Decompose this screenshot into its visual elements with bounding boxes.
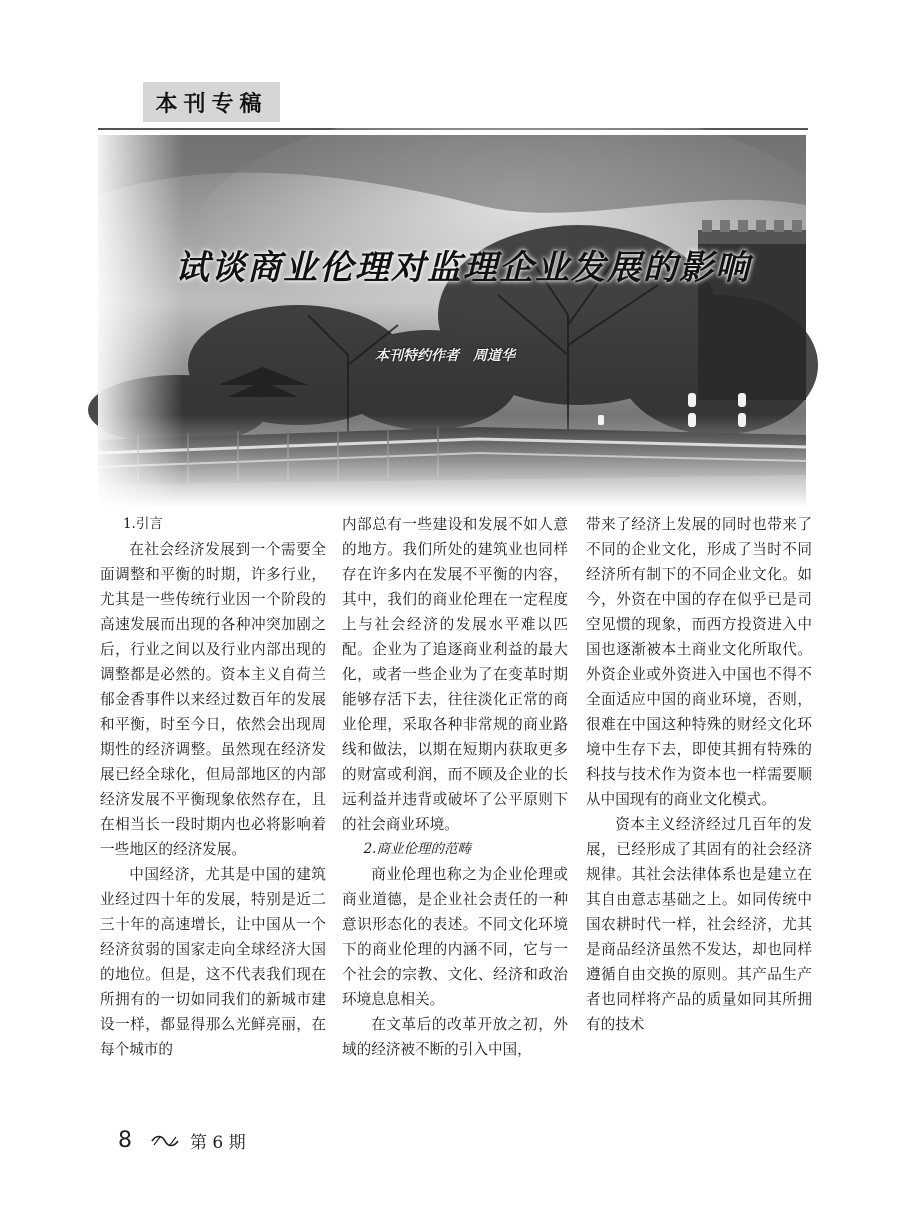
banner-image [98, 135, 806, 507]
text-column-1 [100, 512, 326, 1058]
issue-number: 第 6 期 [190, 1133, 246, 1153]
page-number: 8 [118, 1128, 132, 1153]
byline-author: 周道华 [473, 348, 515, 364]
paragraph: 资本主义经济经过几百年的发展，已经形成了其固有的社会经济规律。其社会法律体系也是建立在其自由意志基础之上。如同传统中国农耕时代一样，社会经济，尤其是商品经济虽然不发达，却也同样遵循自由交换的原则。其产品生产者也同样将产品的质量如同其所拥有的技术 [586, 816, 812, 1033]
text-column-3 [586, 512, 812, 1033]
paragraph: 商业伦理也称之为企业伦理或商业道德，是企业社会责任的一种意识形态化的表述。不同文化环境下的商业伦理的内涵不同，它与一个社会的宗教、文化、经济和政治环境息息相关。 [342, 866, 568, 1008]
paragraph: 在文革后的改革开放之初，外域的经济被不断的引入中国， [342, 1016, 568, 1058]
paragraph: 内部总有一些建设和发展不如人意的地方。我们所处的建筑业也同样存在许多内在发展不平衡的内容，其中，我们的商业伦理在一定程度上与社会经济的发展水平难以匹配。企业为了追逐商业利益的最大化，或者一些企业为了在变革时期能够存活下去，往往淡化正常的商业伦理，采取各种非常规的商业路线和做法，以期在短期内获取更多的财富或利润，而不顾及企业的长远利益并违背或破坏了公平原则下的社会商业环境。 [342, 516, 568, 833]
section-heading: 1.引言 [122, 516, 163, 532]
article-title: 试谈商业伦理对监理企业发展的影响 [175, 248, 751, 288]
ornament-icon [150, 1133, 180, 1149]
byline-role: 本刊特约作者 [375, 348, 459, 364]
paragraph: 中国经济，尤其是中国的建筑业经过四十年的发展，特别是近二三十年的高速增长，让中国从一个经济贫弱的国家走向全球经济大国的地位。但是，这不代表我们现在所拥有的一切如同我们的新城市建设一样，都显得那么光鲜亮丽，在每个城市的 [100, 866, 326, 1058]
byline [375, 345, 515, 365]
banner-photo [98, 135, 806, 507]
section-heading: 2.商业伦理的范畴 [363, 841, 471, 857]
text-column-2 [342, 512, 568, 1058]
paragraph: 带来了经济上发展的同时也带来了不同的企业文化，形成了当时不同经济所有制下的不同企业文化。如今，外资在中国的存在似乎已是司空见惯的现象，而西方投资进入中国也逐渐被本土商业文化所取代。外资企业或外资进入中国也不得不全面适应中国的商业环境，否则，很难在中国这种特殊的财经文化环境中生存下去，即使其拥有特殊的科技与技术作为资本也一样需要顺从中国现有的商业文化模式。 [586, 516, 812, 808]
page-footer [118, 1128, 246, 1153]
section-label: 本刊专稿 [143, 82, 280, 122]
paragraph: 在社会经济发展到一个需要全面调整和平衡的时期，许多行业，尤其是一些传统行业因一个阶段的高速发展而出现的各种冲突加剧之后，行业之间以及行业内部出现的调整都是必然的。资本主义自荷兰郁金香事件以来经过数百年的发展和平衡，时至今日，依然会出现周期性的经济调整。虽然现在经济发展已经全球化，但局部地区的内部经济发展不平衡现象依然存在，且在相当长一段时期内也必将影响着一些地区的经济发展。 [100, 541, 326, 858]
